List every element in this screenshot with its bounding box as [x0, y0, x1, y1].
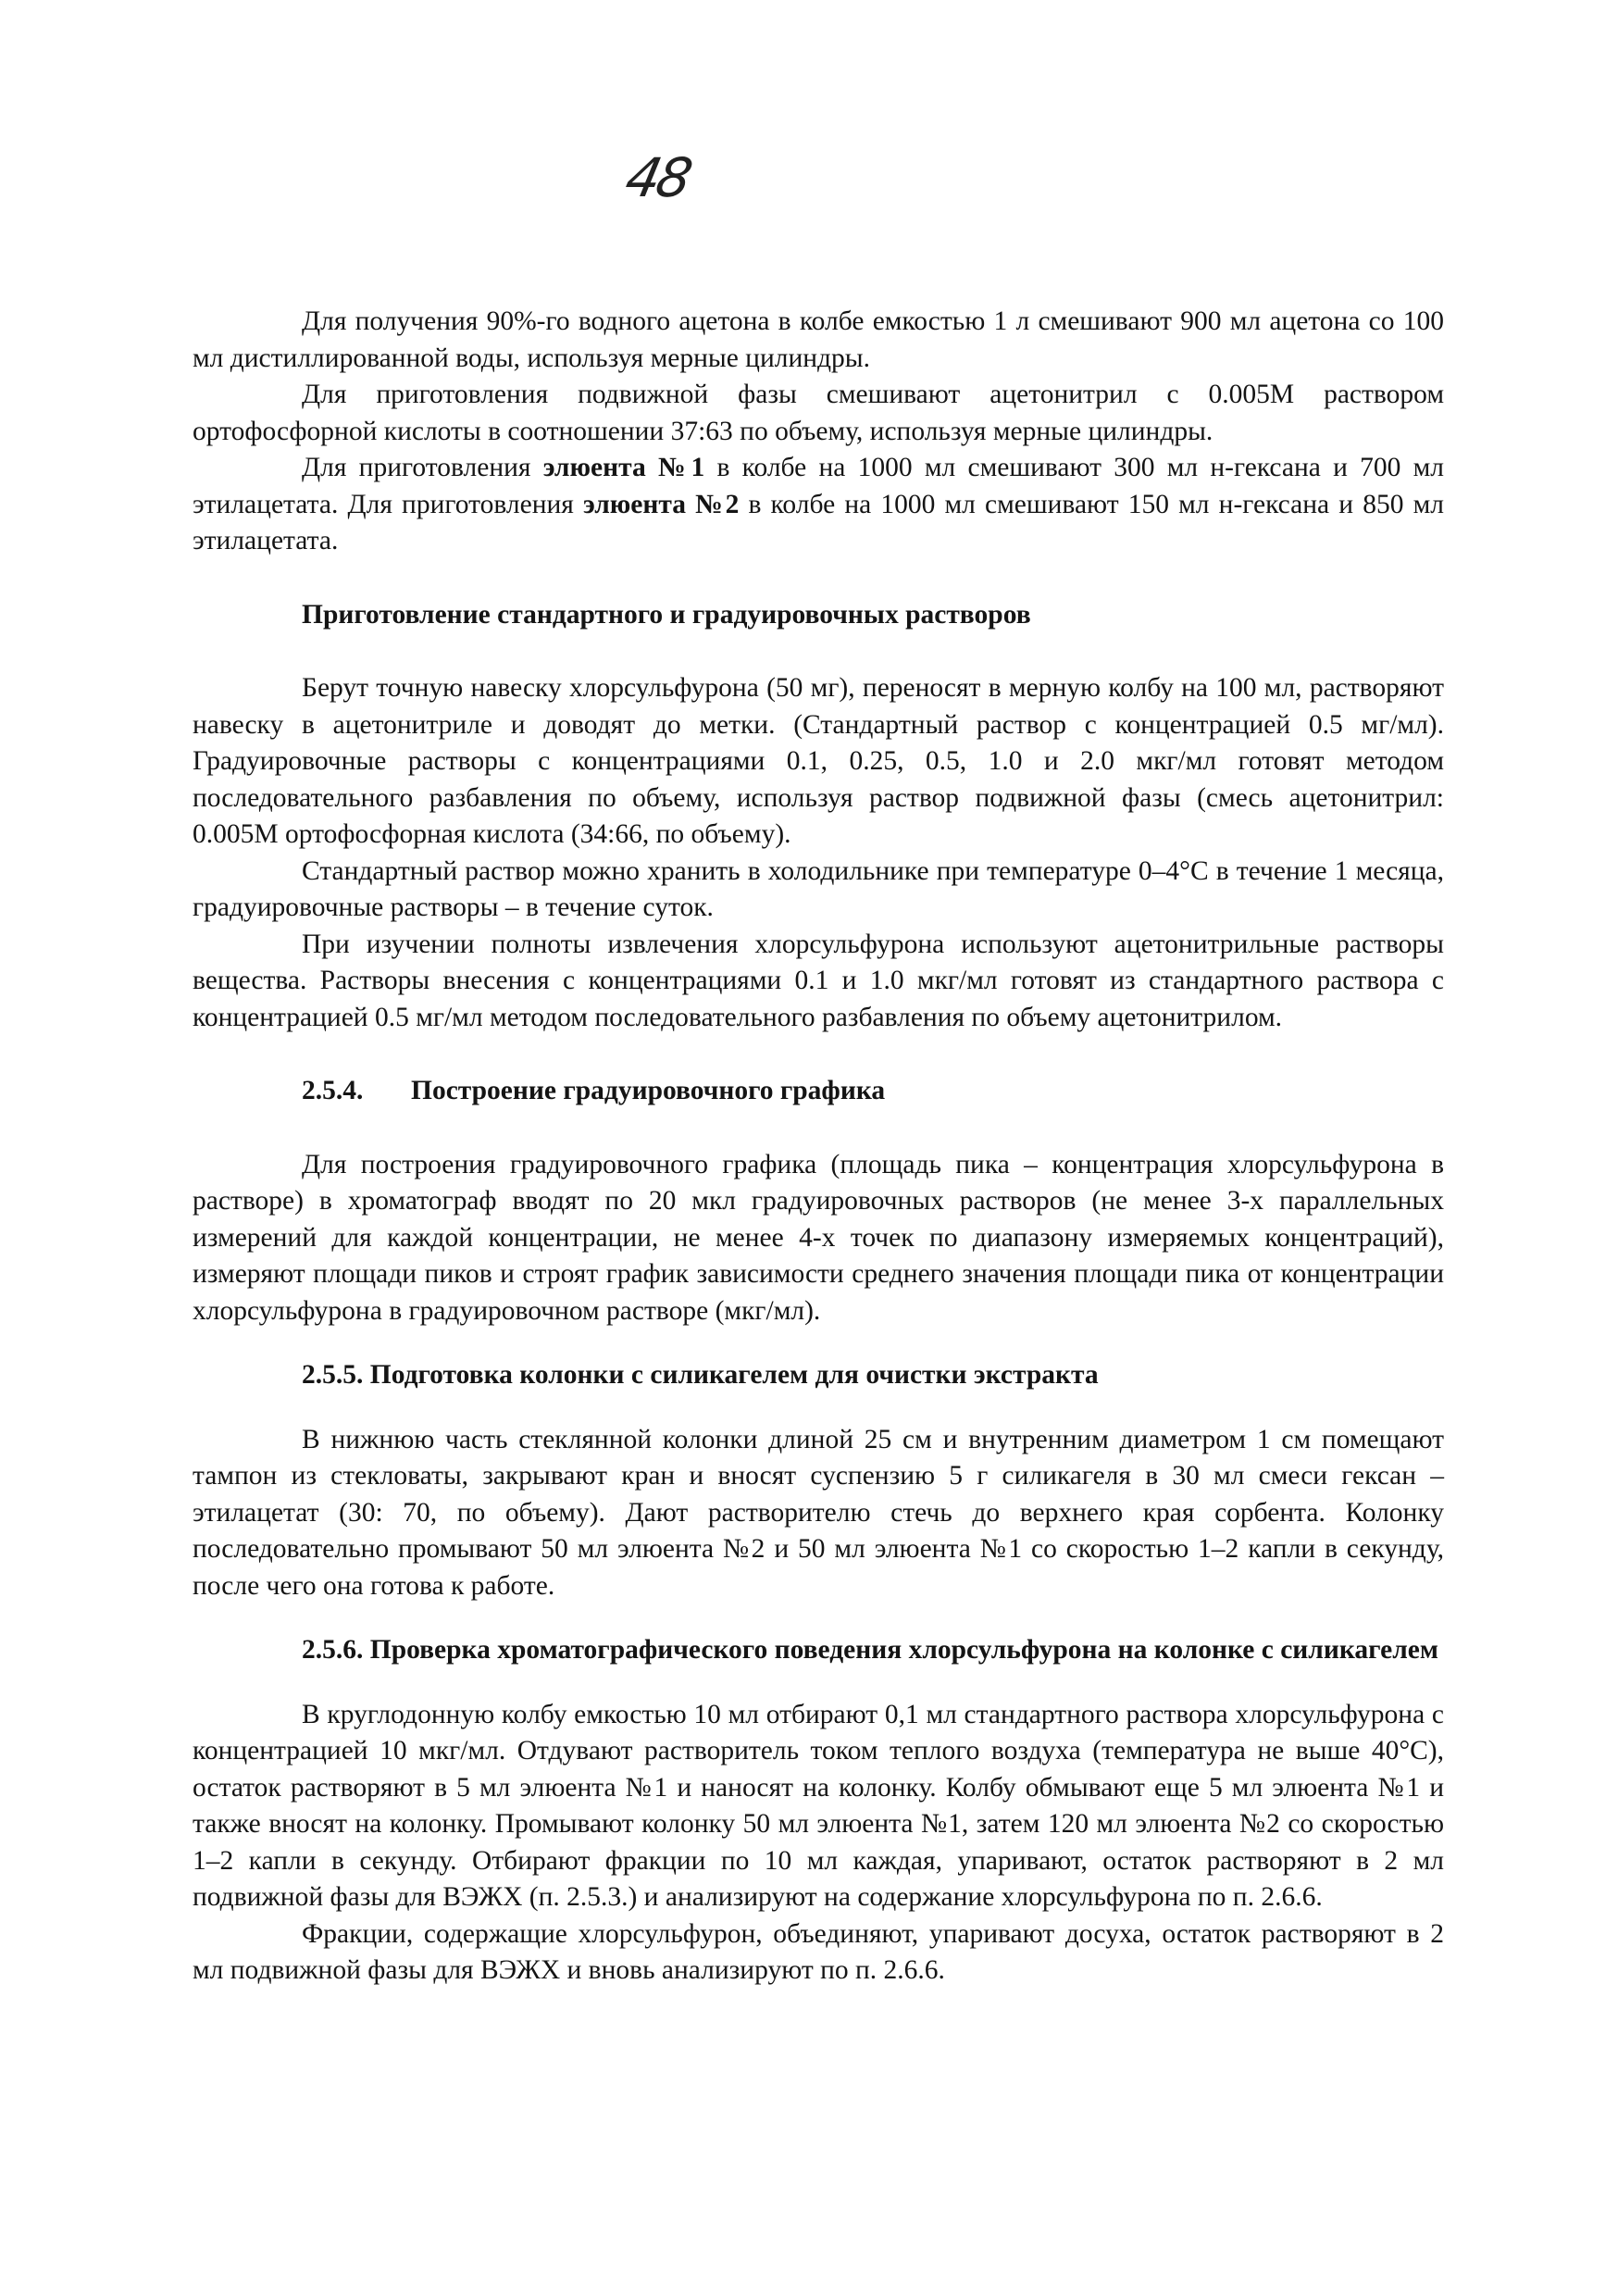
eluent-text-1: Для приготовления: [302, 453, 543, 482]
paragraph-mobile-phase: Для приготовления подвижной фазы смешивают ацетонитрил с 0.005М раствором ортофосфорной кислоты в соотношении 37:63 по объему, используя мерные цилиндры.: [193, 380, 1444, 446]
paragraph-column-check-1: В круглодонную колбу емкостью 10 мл отбирают 0,1 мл стандартного раствора хлорсульфурона с концентрацией 10 мкг/мл. Отдувают растворитель током теплого воздуха (температура не выше 40°С), остаток растворяют в 5 мл элюента №1 и наносят на колонку. Колбу обмывают еще 5 мл элюента №1 и также вносят на колонку. Промывают колонку 50 мл элюента №1, затем 120 мл элюента №2 со скоростью 1–2 капли в секунду. Отбирают фракции по 10 мл каждая, упаривают, остаток растворяют в 2 мл подвижной фазы для ВЭЖХ (п. 2.5.3.) и анализируют на содержание хлорсульфурона по п. 2.6.6.: [193, 1699, 1444, 1912]
paragraph-column-prep: В нижнюю часть стеклянной колонки длиной 25 см и внутренним диаметром 1 см помещают тампон из стекловаты, закрывают кран и вносят суспензию 5 г силикагеля в 30 мл смеси гексан – этилацетат (30: 70, по объему). Дают растворителю стечь до верхнего края сорбента. Колонку последовательно промывают 50 мл элюента №2 и 50 мл элюента №1 со скоростью 1–2 капли в секунду, после чего она готова к работе.: [193, 1424, 1444, 1601]
paragraph-standard-3: При изучении полноты извлечения хлорсульфурона используют ацетонитрильные растворы вещества. Растворы внесения с концентрациями 0.1 и 1.0 мкг/мл готовят из стандартного раствора с концентрацией 0.5 мг/мл методом последовательного разбавления по объему ацетонитрилом.: [193, 929, 1444, 1032]
eluent-text-2: в колбе на 1000 мл смешивают 300 мл н-гексана и 700 мл этилацетата. Для приготовления: [193, 453, 1444, 519]
paragraph-standard-2: Стандартный раствор можно хранить в холодильнике при температуре 0–4°С в течение 1 месяца, градуировочные растворы – в течение суток.: [193, 855, 1444, 922]
section-heading-2-5-6: 2.5.6. Проверка хроматографического поведения хлорсульфурона на колонке с силикагелем: [302, 1635, 1438, 1665]
eluent-2-label: элюента №2: [583, 489, 740, 519]
section-heading-2-5-4: [193, 1073, 1444, 1110]
paragraph-calibration: Для построения градуировочного графика (площадь пика – концентрация хлорсульфурона в растворе) в хроматограф вводят по 20 мкл градуировочных растворов (не менее 3-х параллельных измерений для каждой концентрации, не менее 4-х точек по диапазону измеряемых концентраций), измеряют площади пиков и строят график зависимости среднего значения площади пика от концентрации хлорсульфурона в градуировочном растворе (мкг/мл).: [193, 1149, 1444, 1326]
section-title-2-5-4: Построение градуировочного графика: [411, 1076, 886, 1105]
eluent-1-label: элюента №1: [542, 453, 705, 482]
section-heading-standard-solutions: Приготовление стандартного и градуировочных растворов: [302, 599, 1031, 630]
paragraph-standard-1: Берут точную навеску хлорсульфурона (50 мг), переносят в мерную колбу на 100 мл, растворяют навеску в ацетонитриле и доводят до метки. (Стандартный раствор с концентрацией 0.5 мг/мл). Градуировочные растворы с концентрациями 0.1, 0.25, 0.5, 1.0 и 2.0 мкг/мл готовят методом последовательного разбавления по объему, используя раствор подвижной фазы (смесь ацетонитрил: 0.005М ортофосфорная кислота (34:66, по объему).: [193, 673, 1444, 849]
document-body: [193, 304, 1444, 1990]
eluent-text-3: в колбе на 1000 мл смешивают 150 мл н-гексана и 850 мл этилацетата.: [193, 489, 1444, 555]
paragraph-eluents: [193, 450, 1444, 560]
paragraph-column-check-2: Фракции, содержащие хлорсульфурон, объединяют, упаривают досуха, остаток растворяют в 2 мл подвижной фазы для ВЭЖХ и вновь анализируют по п. 2.6.6.: [193, 1918, 1444, 1985]
section-heading-2-5-5: 2.5.5. Подготовка колонки с силикагелем для очистки экстракта: [302, 1360, 1099, 1390]
page-number: 48: [619, 146, 695, 209]
section-number-2-5-4: 2.5.4.: [302, 1076, 364, 1105]
paragraph-acetone: Для получения 90%-го водного ацетона в колбе емкостью 1 л смешивают 900 мл ацетона со 100 мл дистиллированной воды, используя мерные цилиндры.: [193, 306, 1444, 373]
